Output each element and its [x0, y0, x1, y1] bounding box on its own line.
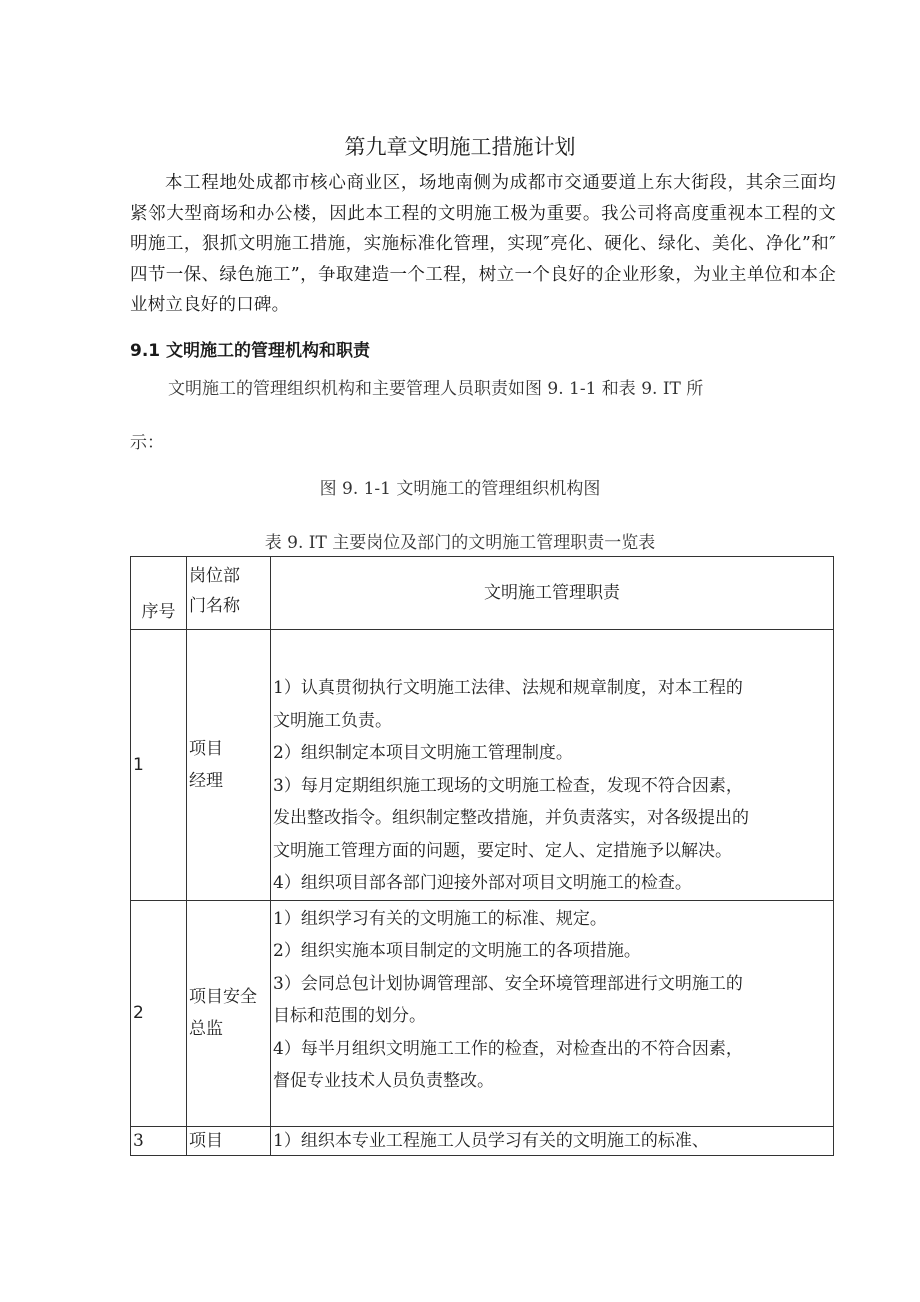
- duty-line: 4）每半月组织文明施工工作的检查，对检查出的不符合因素，: [273, 1038, 743, 1059]
- duty-line: 1）认真贯彻执行文明施工法律、法规和规章制度，对本工程的: [273, 678, 743, 698]
- table-header-row: [131, 557, 834, 630]
- table-caption: 表 9. IT 主要岗位及部门的文明施工管理职责一览表: [264, 533, 656, 553]
- row-dept: [187, 630, 271, 901]
- duty-line: 发出整改指令。组织制定整改措施，并负责落实，对各级提出的: [273, 808, 749, 828]
- header-dept-line-2: 门名称: [189, 596, 240, 616]
- duty-line: 2）组织实施本项目制定的文明施工的各项措施。: [273, 941, 641, 961]
- intro-paragraph: 本工程地处成都市核心商业区，场地南侧为成都市交通要道上东大街段，其余三面均紧邻大型商场和办公楼，因此本工程的文明施工极为重要。我公司将高度重视本工程的文明施工，狠抓文明施工措施，实施标准化管理，实现″亮化、硬化、绿化、美化、净化”和″四节一保、绿色施工”，争取建造一个工程，树立一个良好的企业形象，为业主单位和本企业树立良好的口碑。: [130, 173, 836, 315]
- row-dept-line-1: 项目安全: [189, 987, 257, 1007]
- row-dept: 项目: [187, 1126, 271, 1155]
- duty-line: 3）每月定期组织施工现场的文明施工检查，发现不符合因素，: [273, 775, 743, 796]
- duty-line: 1）组织本专业工程施工人员学习有关的文明施工的标准、: [273, 1130, 709, 1151]
- row-duties: [271, 630, 834, 901]
- duty-line: 督促专业技术人员负责整改。: [273, 1071, 494, 1091]
- page-title: 第九章文明施工措施计划: [344, 135, 576, 159]
- duty-line: 3）会同总包计划协调管理部、安全环境管理部进行文明施工的: [273, 973, 743, 994]
- figure-caption: 图 9. 1-1 文明施工的管理组织机构图: [319, 479, 601, 499]
- row-dept-line-2: 总监: [189, 1019, 223, 1039]
- section-heading: 9.1 文明施工的管理机构和职责: [130, 341, 371, 361]
- section-intro-line-1: 文明施工的管理组织机构和主要管理人员职责如图 9. 1-1 和表 9. IT 所: [168, 379, 704, 399]
- duty-line: 文明施工负责。: [273, 710, 392, 731]
- duty-line: 1）组织学习有关的文明施工的标准、规定。: [273, 908, 607, 929]
- row-duties: [271, 900, 834, 1126]
- row-no: 3: [131, 1126, 187, 1155]
- duty-line: 文明施工管理方面的问题，要定时、定人、定措施予以解决。: [273, 840, 732, 861]
- table-row: [131, 1126, 834, 1155]
- row-dept-line-1: 项目: [189, 738, 223, 759]
- header-dept: [187, 557, 271, 630]
- row-dept: [187, 900, 271, 1126]
- header-dept-line-1: 岗位部: [189, 566, 240, 586]
- header-no: 序号: [131, 557, 187, 630]
- row-no: 2: [131, 900, 187, 1126]
- table-row: [131, 630, 834, 901]
- row-no: 1: [131, 630, 187, 901]
- duty-line: 4）组织项目部各部门迎接外部对项目文明施工的检查。: [273, 873, 692, 893]
- section-intro-line-2: 示：: [130, 433, 164, 453]
- duty-line: 2）组织制定本项目文明施工管理制度。: [273, 743, 573, 763]
- header-responsibilities: 文明施工管理职责: [271, 557, 834, 630]
- duty-table: [130, 556, 834, 1156]
- duty-line: 目标和范围的划分。: [273, 1006, 426, 1026]
- row-duties: [271, 1126, 834, 1155]
- table-row: [131, 900, 834, 1126]
- row-dept-line-2: 经理: [189, 770, 223, 791]
